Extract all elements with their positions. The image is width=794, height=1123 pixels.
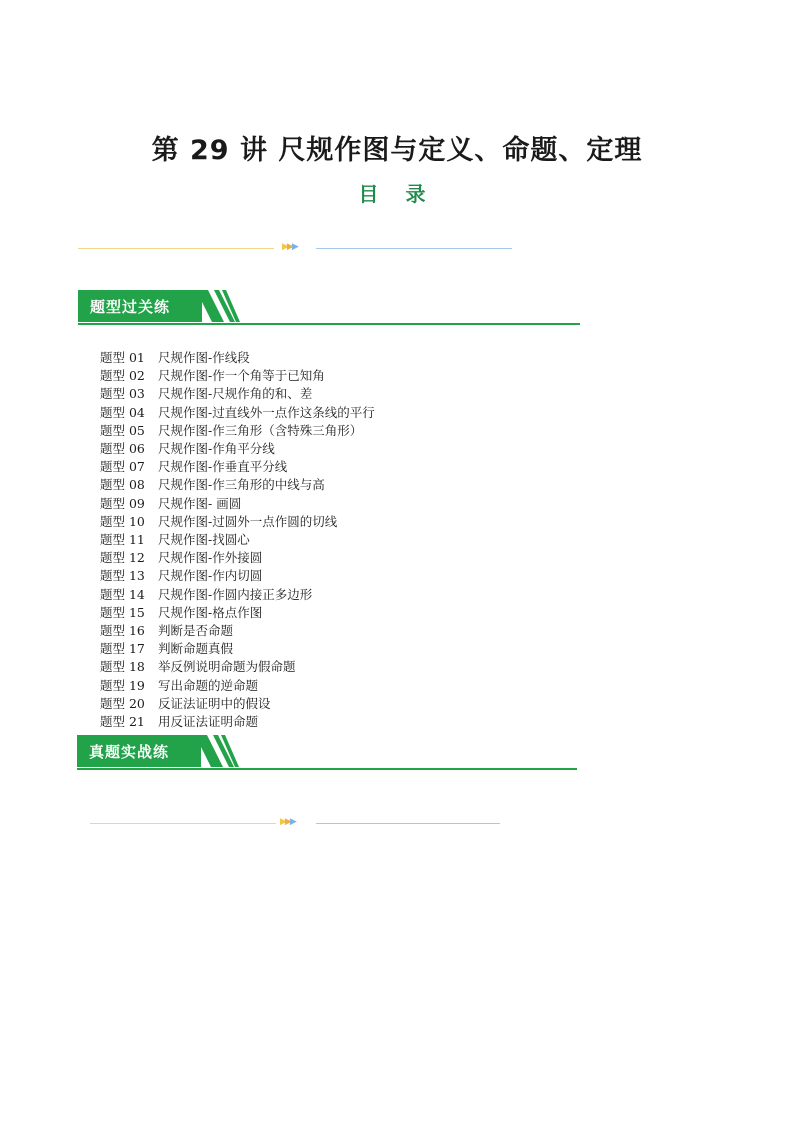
toc-item-number: 题型 02 <box>100 368 145 384</box>
toc-item[interactable] <box>100 586 375 604</box>
toc-item-number: 题型 08 <box>100 477 145 493</box>
toc-item-number: 题型 13 <box>100 568 145 584</box>
toc-item-title: 尺规作图-作一个角等于已知角 <box>158 368 325 384</box>
stripe-decoration-icon <box>195 735 239 769</box>
decorative-divider-top <box>78 242 514 253</box>
toc-item-number: 题型 14 <box>100 586 145 602</box>
toc-item[interactable] <box>100 404 375 422</box>
toc-item-title: 举反例说明命题为假命题 <box>158 659 296 675</box>
toc-item-title: 尺规作图-尺规作角的和、差 <box>158 386 313 402</box>
toc-item[interactable] <box>100 349 375 367</box>
toc-item-number: 题型 18 <box>100 659 145 675</box>
toc-item[interactable] <box>100 640 375 658</box>
page-title: 第 29 讲 尺规作图与定义、命题、定理 <box>151 135 643 166</box>
section-header-exam <box>77 735 579 771</box>
toc-item-title: 尺规作图-作垂直平分线 <box>158 459 288 475</box>
toc-item[interactable] <box>100 531 375 549</box>
toc-item-number: 题型 06 <box>100 441 145 457</box>
toc-item-number: 题型 17 <box>100 641 145 657</box>
toc-item-title: 用反证法证明命题 <box>158 714 259 730</box>
section-label: 真题实战练 <box>89 743 170 761</box>
toc-item-title: 尺规作图-过直线外一点作这条线的平行 <box>158 404 375 420</box>
toc-item-title: 尺规作图-作内切圆 <box>158 568 263 584</box>
toc-item-number: 题型 03 <box>100 386 145 402</box>
toc-item-number: 题型 11 <box>100 532 145 548</box>
toc-item[interactable] <box>100 495 375 513</box>
toc-item[interactable] <box>100 440 375 458</box>
toc-item-title: 尺规作图-找圆心 <box>158 532 250 548</box>
section-label: 题型过关练 <box>90 298 171 316</box>
toc-item[interactable] <box>100 622 375 640</box>
toc-item-number: 题型 01 <box>100 350 145 365</box>
toc-item-title: 尺规作图-格点作图 <box>158 604 263 620</box>
toc-item-title: 尺规作图-作外接圆 <box>158 550 263 566</box>
decorative-divider-bottom <box>90 817 502 828</box>
toc-item[interactable] <box>100 513 375 531</box>
toc-item[interactable] <box>100 713 375 731</box>
toc-item-number: 题型 20 <box>100 695 145 711</box>
toc-list <box>100 349 375 731</box>
toc-item-number: 题型 09 <box>100 495 145 511</box>
arrow-triple-icon: ▶▶▶ <box>282 242 297 252</box>
stripe-decoration-icon <box>196 290 240 324</box>
toc-item[interactable] <box>100 385 375 403</box>
toc-item-title: 反证法证明中的假设 <box>158 695 271 711</box>
toc-item-number: 题型 16 <box>100 623 145 639</box>
toc-heading: 目 录 <box>358 182 436 206</box>
toc-item-title: 写出命题的逆命题 <box>158 677 259 693</box>
toc-item[interactable] <box>100 549 375 567</box>
toc-item-number: 题型 07 <box>100 459 145 475</box>
toc-item-number: 题型 21 <box>100 714 145 730</box>
toc-item-number: 题型 04 <box>100 404 145 420</box>
toc-item-number: 题型 15 <box>100 604 145 620</box>
toc-item-title: 尺规作图-作线段 <box>158 350 250 365</box>
toc-item-number: 题型 12 <box>100 550 145 566</box>
toc-item-title: 尺规作图-作三角形（含特殊三角形） <box>158 422 363 438</box>
arrow-triple-icon: ▶▶▶ <box>280 817 295 827</box>
toc-item-title: 尺规作图-作角平分线 <box>158 441 275 457</box>
toc-item-title: 尺规作图- 画圆 <box>158 495 242 511</box>
toc-item[interactable] <box>100 658 375 676</box>
toc-item-title: 尺规作图-作圆内接正多边形 <box>158 586 313 602</box>
toc-item[interactable] <box>100 367 375 385</box>
toc-item[interactable] <box>100 476 375 494</box>
toc-item[interactable] <box>100 677 375 695</box>
toc-item[interactable] <box>100 695 375 713</box>
section-header-practice <box>78 290 580 326</box>
toc-item-title: 判断命题真假 <box>158 641 234 657</box>
toc-item-title: 尺规作图-过圆外一点作圆的切线 <box>158 513 338 529</box>
toc-item[interactable] <box>100 422 375 440</box>
toc-item-number: 题型 10 <box>100 513 145 529</box>
toc-item-title: 判断是否命题 <box>158 623 234 639</box>
toc-item-number: 题型 05 <box>100 422 145 438</box>
toc-item[interactable] <box>100 604 375 622</box>
toc-item-number: 题型 19 <box>100 677 145 693</box>
toc-item-title: 尺规作图-作三角形的中线与高 <box>158 477 325 493</box>
toc-item[interactable] <box>100 458 375 476</box>
toc-item[interactable] <box>100 567 375 585</box>
